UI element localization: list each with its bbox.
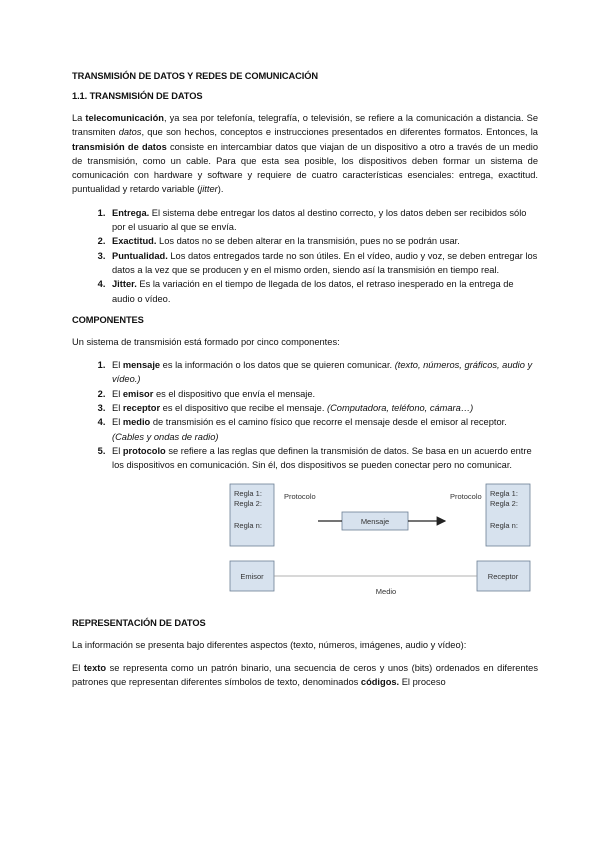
- text-representation-paragraph: El texto se representa como un patrón binario, una secuencia de ceros y unos (bits) ordenados en diferentes patrones que representan diferentes símbolos de texto, denominados códigos. El proceso: [72, 662, 539, 688]
- section-heading-representacion: REPRESENTACIÓN DE DATOS: [72, 617, 206, 628]
- left-rule-n: Regla n:: [234, 520, 262, 530]
- intro-paragraph: La telecomunicación, ya sea por telefonía, telegrafía, o televisión, se refiere a la comunicación a distancia. Se transmiten datos, que son hechos, conceptos e instrucciones presentados en diferentes formatos. Entonces, la transmisión de datos consiste en intercambiar datos que viajan de un dispositivo a otro a través de un medio de transmisión, como un cable. Para que esta sea posible, los dispositivos deben formar un sistema de comunicación con hardware y software y requiere de cuatro características esenciales: entrega, exactitud. puntualidad y retardo variable (jitter).: [72, 113, 538, 195]
- list-item: 3. El receptor es el dispositivo que recibe el mensaje. (Computadora, teléfono, cámara…): [108, 401, 538, 415]
- section-heading-transmision: 1.1. TRANSMISIÓN DE DATOS: [72, 91, 203, 101]
- document-title: TRANSMISIÓN DE DATOS Y REDES DE COMUNICACIÓN: [72, 71, 318, 81]
- section-heading-componentes: COMPONENTES: [72, 314, 144, 325]
- components-intro: Un sistema de transmisión está formado por cinco componentes:: [72, 336, 340, 347]
- representation-intro: La información se presenta bajo diferentes aspectos (texto, números, imágenes, audio y vídeo):: [72, 639, 467, 650]
- list-item: 5. El protocolo se refiere a las reglas que definen la transmisión de datos. Se basa en un acuerdo entre los dispositivos en comunicación. Sin él, dos dispositivos se pueden conectar pero no comunicar.: [108, 444, 538, 473]
- receiver-label: Receptor: [487, 571, 519, 581]
- left-rule-2: Regla 2:: [234, 498, 262, 508]
- document-page: [72, 60, 538, 698]
- sender-label: Emisor: [240, 571, 264, 581]
- characteristics-list: [72, 206, 538, 306]
- message-label: Mensaje: [360, 516, 390, 526]
- diagram-svg: [72, 482, 538, 604]
- components-list: [72, 358, 538, 472]
- medium-label: Medio: [375, 586, 397, 596]
- right-rule-n: Regla n:: [490, 520, 518, 530]
- list-item: 4. Jitter. Es la variación en el tiempo de llegada de los datos, el retraso inesperado en la entrega de audio o vídeo.: [108, 277, 538, 306]
- list-item: 2. Exactitud. Los datos no se deben alterar en la transmisión, pues no se podrán usar.: [108, 234, 538, 248]
- communication-diagram: [72, 482, 538, 604]
- protocol-right-label: Protocolo: [450, 491, 482, 501]
- right-rule-2: Regla 2:: [490, 498, 518, 508]
- list-item: 4. El medio de transmisión es el camino físico que recorre el mensaje desde el emisor al receptor. (Cables y ondas de radio): [108, 415, 538, 444]
- left-rule-1: Regla 1:: [234, 488, 262, 498]
- list-item: 3. Puntualidad. Los datos entregados tarde no son útiles. En el vídeo, audio y voz, se deben entregar los datos a la vez que se producen y en el mismo orden, siendo así la transmisión en tiempo real.: [108, 249, 538, 278]
- protocol-left-label: Protocolo: [284, 491, 316, 501]
- right-rule-1: Regla 1:: [490, 488, 518, 498]
- list-item: 1. Entrega. El sistema debe entregar los datos al destino correcto, y los datos deben ser recibidos sólo por el usuario al que se envía.: [108, 206, 538, 235]
- list-item: 1. El mensaje es la información o los datos que se quieren comunicar. (texto, números, gráficos, audio y vídeo.): [108, 358, 538, 387]
- list-item: 2. El emisor es el dispositivo que envía el mensaje.: [108, 387, 538, 401]
